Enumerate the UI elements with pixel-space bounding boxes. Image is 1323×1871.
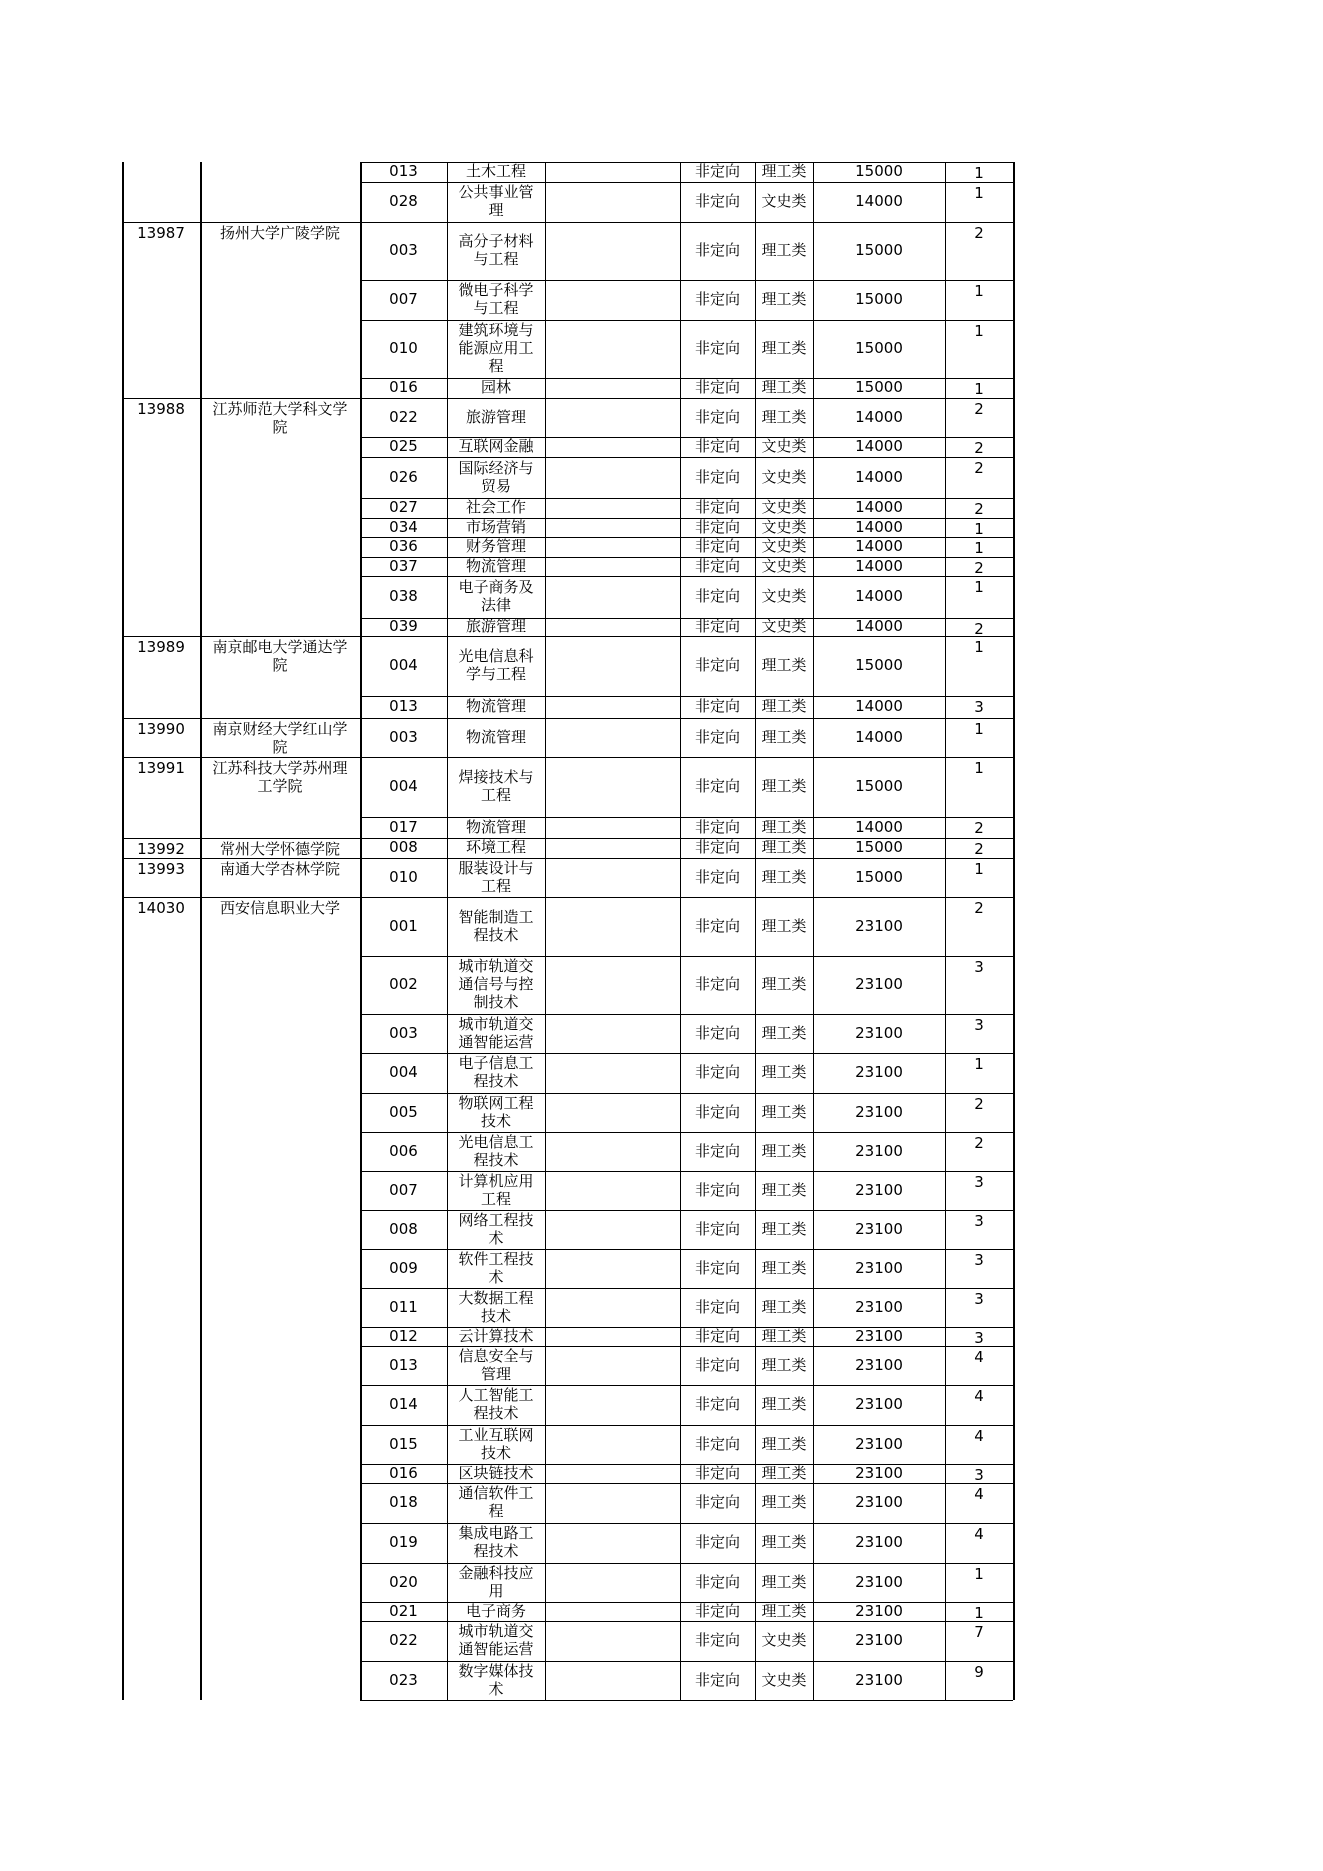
orientation: 非定向 xyxy=(694,727,740,746)
orientation: 非定向 xyxy=(694,867,740,886)
school-code: 13988 xyxy=(137,400,185,418)
plan-count: 1 xyxy=(974,184,984,202)
plan-count: 2 xyxy=(974,899,984,917)
major-name: 公共事业管 理 xyxy=(458,183,534,219)
school-name: 南京财经大学红山学 院 xyxy=(212,720,348,756)
major-code: 016 xyxy=(389,1463,418,1482)
major-name: 城市轨道交 通信号与控 制技术 xyxy=(458,957,534,1011)
orientation: 非定向 xyxy=(694,587,740,605)
major-code: 039 xyxy=(389,617,418,635)
plan-count: 3 xyxy=(974,1016,984,1034)
category: 理工类 xyxy=(761,378,807,396)
major-code: 027 xyxy=(389,498,418,516)
major-code: 020 xyxy=(389,1572,418,1591)
tuition-fee: 14000 xyxy=(855,437,903,455)
column-rule xyxy=(360,162,362,1700)
school-code: 13987 xyxy=(137,224,185,242)
orientation: 非定向 xyxy=(694,1572,740,1591)
category: 理工类 xyxy=(761,407,807,426)
tuition-fee: 15000 xyxy=(855,777,903,795)
major-code: 008 xyxy=(389,838,418,856)
tuition-fee: 15000 xyxy=(855,378,903,396)
category: 理工类 xyxy=(761,656,807,674)
tuition-fee: 23100 xyxy=(855,1670,903,1689)
major-name: 人工智能工 程技术 xyxy=(458,1386,534,1422)
plan-count: 2 xyxy=(974,620,984,638)
plan-count: 3 xyxy=(974,1466,984,1484)
orientation: 非定向 xyxy=(694,1180,740,1199)
orientation: 非定向 xyxy=(694,241,740,259)
major-code: 026 xyxy=(389,467,418,486)
major-code: 036 xyxy=(389,537,418,555)
major-code: 002 xyxy=(389,975,418,993)
major-name: 智能制造工 程技术 xyxy=(458,907,534,944)
column-rule xyxy=(1013,162,1015,1700)
major-code: 019 xyxy=(389,1533,418,1551)
orientation: 非定向 xyxy=(694,556,740,575)
orientation: 非定向 xyxy=(694,1395,740,1413)
major-code: 018 xyxy=(389,1493,418,1511)
category: 理工类 xyxy=(761,867,807,886)
tuition-fee: 23100 xyxy=(855,1493,903,1511)
category: 理工类 xyxy=(761,1023,807,1042)
category: 理工类 xyxy=(761,290,807,308)
school-name: 江苏师范大学科文学 院 xyxy=(212,400,348,436)
plan-count: 2 xyxy=(974,840,984,858)
tuition-fee: 23100 xyxy=(855,1463,903,1482)
column-rule xyxy=(755,162,756,1700)
school-name: 西安信息职业大学 xyxy=(219,899,340,917)
major-code: 004 xyxy=(389,656,418,674)
school-name: 南京邮电大学通达学 院 xyxy=(212,638,348,674)
orientation: 非定向 xyxy=(694,1102,740,1121)
major-name: 服装设计与 工程 xyxy=(458,858,534,895)
tuition-fee: 23100 xyxy=(855,1219,903,1238)
tuition-fee: 23100 xyxy=(855,1180,903,1199)
orientation: 非定向 xyxy=(694,517,740,536)
plan-count: 1 xyxy=(974,164,984,182)
major-code: 016 xyxy=(389,378,418,396)
major-name: 互联网金融 xyxy=(458,437,534,455)
major-name: 园林 xyxy=(480,378,511,396)
major-code: 038 xyxy=(389,587,418,605)
orientation: 非定向 xyxy=(694,1326,740,1345)
tuition-fee: 15000 xyxy=(855,339,903,357)
tuition-fee: 23100 xyxy=(855,1572,903,1591)
category: 理工类 xyxy=(761,241,807,259)
plan-count: 1 xyxy=(974,720,984,738)
tuition-fee: 23100 xyxy=(855,1631,903,1649)
category: 文史类 xyxy=(761,617,807,635)
tuition-fee: 15000 xyxy=(855,867,903,886)
major-name: 城市轨道交 通智能运营 xyxy=(458,1622,534,1658)
orientation: 非定向 xyxy=(694,537,740,555)
major-code: 012 xyxy=(389,1326,418,1345)
orientation: 非定向 xyxy=(694,498,740,516)
category: 文史类 xyxy=(761,498,807,516)
tuition-fee: 14000 xyxy=(855,498,903,516)
major-name: 区块链技术 xyxy=(458,1463,534,1482)
major-code: 006 xyxy=(389,1141,418,1160)
major-code: 007 xyxy=(389,290,418,308)
tuition-fee: 23100 xyxy=(855,1063,903,1081)
category: 文史类 xyxy=(761,556,807,575)
plan-count: 1 xyxy=(974,638,984,656)
category: 理工类 xyxy=(761,339,807,357)
orientation: 非定向 xyxy=(694,1493,740,1511)
plan-count: 3 xyxy=(974,1173,984,1191)
major-code: 017 xyxy=(389,817,418,836)
major-name: 电子商务及 法律 xyxy=(458,578,534,614)
tuition-fee: 14000 xyxy=(855,192,903,210)
plan-count: 4 xyxy=(974,1387,984,1405)
orientation: 非定向 xyxy=(694,1463,740,1482)
tuition-fee: 14000 xyxy=(855,587,903,605)
major-name: 信息安全与 管理 xyxy=(458,1346,534,1383)
school-code: 14030 xyxy=(137,899,185,917)
category: 文史类 xyxy=(761,587,807,605)
orientation: 非定向 xyxy=(694,1601,740,1620)
orientation: 非定向 xyxy=(694,817,740,836)
plan-count: 3 xyxy=(974,1329,984,1347)
major-name: 财务管理 xyxy=(465,537,526,555)
category: 文史类 xyxy=(761,437,807,455)
major-name: 物流管理 xyxy=(465,817,526,836)
major-code: 022 xyxy=(389,1631,418,1649)
category: 文史类 xyxy=(761,467,807,486)
orientation: 非定向 xyxy=(694,1258,740,1277)
tuition-fee: 23100 xyxy=(855,1023,903,1042)
plan-count: 7 xyxy=(974,1623,984,1641)
major-name: 软件工程技 术 xyxy=(458,1249,534,1286)
school-name: 南通大学杏林学院 xyxy=(219,860,340,878)
tuition-fee: 15000 xyxy=(855,290,903,308)
major-name: 电子商务 xyxy=(465,1601,526,1620)
orientation: 非定向 xyxy=(694,1297,740,1316)
orientation: 非定向 xyxy=(694,407,740,426)
major-code: 007 xyxy=(389,1180,418,1199)
tuition-fee: 14000 xyxy=(855,517,903,536)
orientation: 非定向 xyxy=(694,617,740,635)
tuition-fee: 15000 xyxy=(855,162,903,180)
orientation: 非定向 xyxy=(694,1434,740,1453)
column-rule xyxy=(545,162,546,1700)
orientation: 非定向 xyxy=(694,1670,740,1689)
major-code: 014 xyxy=(389,1395,418,1413)
tuition-fee: 23100 xyxy=(855,1533,903,1551)
category: 文史类 xyxy=(761,1670,807,1689)
school-code: 13990 xyxy=(137,720,185,738)
major-name: 城市轨道交 通智能运营 xyxy=(458,1014,534,1051)
school-code: 13989 xyxy=(137,638,185,656)
school-name: 常州大学怀德学院 xyxy=(219,840,340,858)
school-code: 13992 xyxy=(137,840,185,858)
major-name: 社会工作 xyxy=(465,498,526,516)
row-rule xyxy=(122,398,1013,399)
orientation: 非定向 xyxy=(694,192,740,210)
plan-count: 1 xyxy=(974,322,984,340)
major-code: 037 xyxy=(389,556,418,575)
major-name: 微电子科学 与工程 xyxy=(458,281,534,317)
tuition-fee: 15000 xyxy=(855,838,903,856)
orientation: 非定向 xyxy=(694,1631,740,1649)
tuition-fee: 14000 xyxy=(855,727,903,746)
tuition-fee: 23100 xyxy=(855,1326,903,1345)
category: 理工类 xyxy=(761,697,807,715)
orientation: 非定向 xyxy=(694,1219,740,1238)
major-code: 003 xyxy=(389,241,418,259)
major-name: 国际经济与 贸易 xyxy=(458,458,534,495)
plan-count: 1 xyxy=(974,520,984,538)
tuition-fee: 14000 xyxy=(855,817,903,836)
category: 理工类 xyxy=(761,1326,807,1345)
category: 理工类 xyxy=(761,1395,807,1413)
major-code: 001 xyxy=(389,916,418,935)
orientation: 非定向 xyxy=(694,1533,740,1551)
major-name: 市场营销 xyxy=(465,517,526,536)
major-code: 013 xyxy=(389,162,418,180)
major-name: 光电信息科 学与工程 xyxy=(458,647,534,683)
major-name: 物联网工程 技术 xyxy=(458,1093,534,1130)
tuition-fee: 14000 xyxy=(855,556,903,575)
major-name: 大数据工程 技术 xyxy=(458,1288,534,1325)
category: 理工类 xyxy=(761,838,807,856)
major-name: 通信软件工 程 xyxy=(458,1484,534,1520)
major-name: 集成电路工 程技术 xyxy=(458,1524,534,1560)
plan-count: 1 xyxy=(974,539,984,557)
category: 理工类 xyxy=(761,1180,807,1199)
orientation: 非定向 xyxy=(694,777,740,795)
row-rule xyxy=(122,636,1013,637)
school-name: 扬州大学广陵学院 xyxy=(219,224,340,242)
tuition-fee: 23100 xyxy=(855,1434,903,1453)
category: 理工类 xyxy=(761,1258,807,1277)
major-code: 003 xyxy=(389,1023,418,1042)
major-name: 金融科技应 用 xyxy=(458,1563,534,1600)
category: 文史类 xyxy=(761,517,807,536)
category: 理工类 xyxy=(761,1355,807,1374)
school-code: 13993 xyxy=(137,860,185,878)
category: 理工类 xyxy=(761,777,807,795)
category: 理工类 xyxy=(761,1102,807,1121)
major-code: 010 xyxy=(389,339,418,357)
column-rule xyxy=(813,162,814,1700)
plan-count: 2 xyxy=(974,819,984,837)
plan-count: 4 xyxy=(974,1525,984,1543)
major-name: 焊接技术与 工程 xyxy=(458,768,534,804)
row-rule xyxy=(122,757,1013,758)
orientation: 非定向 xyxy=(694,1141,740,1160)
plan-count: 2 xyxy=(974,500,984,518)
major-code: 004 xyxy=(389,1063,418,1081)
plan-count: 1 xyxy=(974,380,984,398)
plan-count: 1 xyxy=(974,578,984,596)
major-name: 物流管理 xyxy=(465,697,526,715)
major-name: 工业互联网 技术 xyxy=(458,1425,534,1462)
major-name: 电子信息工 程技术 xyxy=(458,1054,534,1090)
plan-count: 1 xyxy=(974,759,984,777)
plan-count: 2 xyxy=(974,224,984,242)
orientation: 非定向 xyxy=(694,838,740,856)
category: 理工类 xyxy=(761,916,807,935)
row-rule xyxy=(360,1700,1013,1701)
plan-count: 2 xyxy=(974,1095,984,1113)
category: 理工类 xyxy=(761,1572,807,1591)
plan-count: 3 xyxy=(974,1251,984,1269)
orientation: 非定向 xyxy=(694,162,740,180)
tuition-fee: 23100 xyxy=(855,1102,903,1121)
plan-count: 1 xyxy=(974,1604,984,1622)
tuition-fee: 23100 xyxy=(855,1601,903,1620)
major-name: 物流管理 xyxy=(465,727,526,746)
tuition-fee: 14000 xyxy=(855,617,903,635)
plan-count: 1 xyxy=(974,1565,984,1583)
major-name: 建筑环境与 能源应用工 程 xyxy=(458,321,534,375)
orientation: 非定向 xyxy=(694,975,740,993)
category: 理工类 xyxy=(761,727,807,746)
major-code: 034 xyxy=(389,517,418,536)
major-name: 网络工程技 术 xyxy=(458,1210,534,1247)
tuition-fee: 23100 xyxy=(855,975,903,993)
row-rule xyxy=(360,576,1013,577)
major-code: 025 xyxy=(389,437,418,455)
orientation: 非定向 xyxy=(694,290,740,308)
orientation: 非定向 xyxy=(694,697,740,715)
orientation: 非定向 xyxy=(694,378,740,396)
plan-count: 4 xyxy=(974,1427,984,1445)
plan-count: 4 xyxy=(974,1348,984,1366)
category: 理工类 xyxy=(761,1493,807,1511)
school-code: 13991 xyxy=(137,759,185,777)
category: 理工类 xyxy=(761,1141,807,1160)
column-rule xyxy=(680,162,681,1700)
category: 理工类 xyxy=(761,162,807,180)
major-code: 022 xyxy=(389,407,418,426)
category: 文史类 xyxy=(761,1631,807,1649)
tuition-fee: 14000 xyxy=(855,697,903,715)
plan-count: 1 xyxy=(974,1055,984,1073)
orientation: 非定向 xyxy=(694,437,740,455)
plan-count: 2 xyxy=(974,439,984,457)
major-code: 028 xyxy=(389,192,418,210)
major-name: 物流管理 xyxy=(465,556,526,575)
tuition-fee: 23100 xyxy=(855,1297,903,1316)
row-rule xyxy=(122,718,1013,719)
major-code: 015 xyxy=(389,1434,418,1453)
major-name: 计算机应用 工程 xyxy=(458,1171,534,1208)
major-name: 环境工程 xyxy=(465,838,526,856)
category: 理工类 xyxy=(761,1601,807,1620)
column-rule xyxy=(945,162,946,1700)
major-name: 旅游管理 xyxy=(465,407,526,426)
school-name: 江苏科技大学苏州理 工学院 xyxy=(212,759,348,795)
major-code: 013 xyxy=(389,697,418,715)
major-code: 023 xyxy=(389,1670,418,1689)
tuition-fee: 14000 xyxy=(855,537,903,555)
plan-count: 3 xyxy=(974,1212,984,1230)
major-code: 008 xyxy=(389,1219,418,1238)
major-code: 013 xyxy=(389,1355,418,1374)
major-name: 云计算技术 xyxy=(458,1326,534,1345)
major-name: 光电信息工 程技术 xyxy=(458,1132,534,1169)
major-code: 004 xyxy=(389,777,418,795)
category: 理工类 xyxy=(761,1533,807,1551)
row-rule xyxy=(360,162,1013,163)
tuition-fee: 23100 xyxy=(855,1141,903,1160)
orientation: 非定向 xyxy=(694,467,740,486)
plan-count: 2 xyxy=(974,559,984,577)
major-code: 005 xyxy=(389,1102,418,1121)
major-code: 011 xyxy=(389,1297,418,1316)
row-rule xyxy=(122,897,1013,898)
tuition-fee: 15000 xyxy=(855,656,903,674)
column-rule xyxy=(447,162,448,1700)
orientation: 非定向 xyxy=(694,1063,740,1081)
major-code: 021 xyxy=(389,1601,418,1620)
plan-count: 3 xyxy=(974,958,984,976)
major-name: 高分子材料 与工程 xyxy=(458,232,534,268)
major-code: 009 xyxy=(389,1258,418,1277)
row-rule xyxy=(122,222,1013,223)
orientation: 非定向 xyxy=(694,1355,740,1374)
category: 理工类 xyxy=(761,1219,807,1238)
category: 理工类 xyxy=(761,1297,807,1316)
plan-count: 9 xyxy=(974,1663,984,1681)
tuition-fee: 14000 xyxy=(855,407,903,426)
category: 理工类 xyxy=(761,1434,807,1453)
tuition-fee: 14000 xyxy=(855,467,903,486)
category: 理工类 xyxy=(761,975,807,993)
plan-count: 2 xyxy=(974,1134,984,1152)
major-name: 数字媒体技 术 xyxy=(458,1661,534,1698)
tuition-fee: 23100 xyxy=(855,1395,903,1413)
orientation: 非定向 xyxy=(694,916,740,935)
column-rule xyxy=(200,162,202,1700)
plan-count: 1 xyxy=(974,860,984,878)
major-name: 旅游管理 xyxy=(465,617,526,635)
major-name: 土木工程 xyxy=(465,162,526,180)
plan-count: 2 xyxy=(974,400,984,418)
category: 文史类 xyxy=(761,537,807,555)
orientation: 非定向 xyxy=(694,339,740,357)
major-code: 010 xyxy=(389,867,418,886)
plan-count: 1 xyxy=(974,282,984,300)
tuition-fee: 23100 xyxy=(855,916,903,935)
tuition-fee: 15000 xyxy=(855,241,903,259)
category: 理工类 xyxy=(761,817,807,836)
tuition-fee: 23100 xyxy=(855,1355,903,1374)
plan-count: 4 xyxy=(974,1485,984,1503)
plan-count: 3 xyxy=(974,698,984,716)
orientation: 非定向 xyxy=(694,656,740,674)
category: 理工类 xyxy=(761,1463,807,1482)
category: 理工类 xyxy=(761,1063,807,1081)
plan-count: 2 xyxy=(974,459,984,477)
orientation: 非定向 xyxy=(694,1023,740,1042)
plan-count: 3 xyxy=(974,1290,984,1308)
column-rule xyxy=(122,162,124,1700)
major-code: 003 xyxy=(389,727,418,746)
category: 文史类 xyxy=(761,192,807,210)
row-rule xyxy=(122,858,1013,859)
tuition-fee: 23100 xyxy=(855,1258,903,1277)
